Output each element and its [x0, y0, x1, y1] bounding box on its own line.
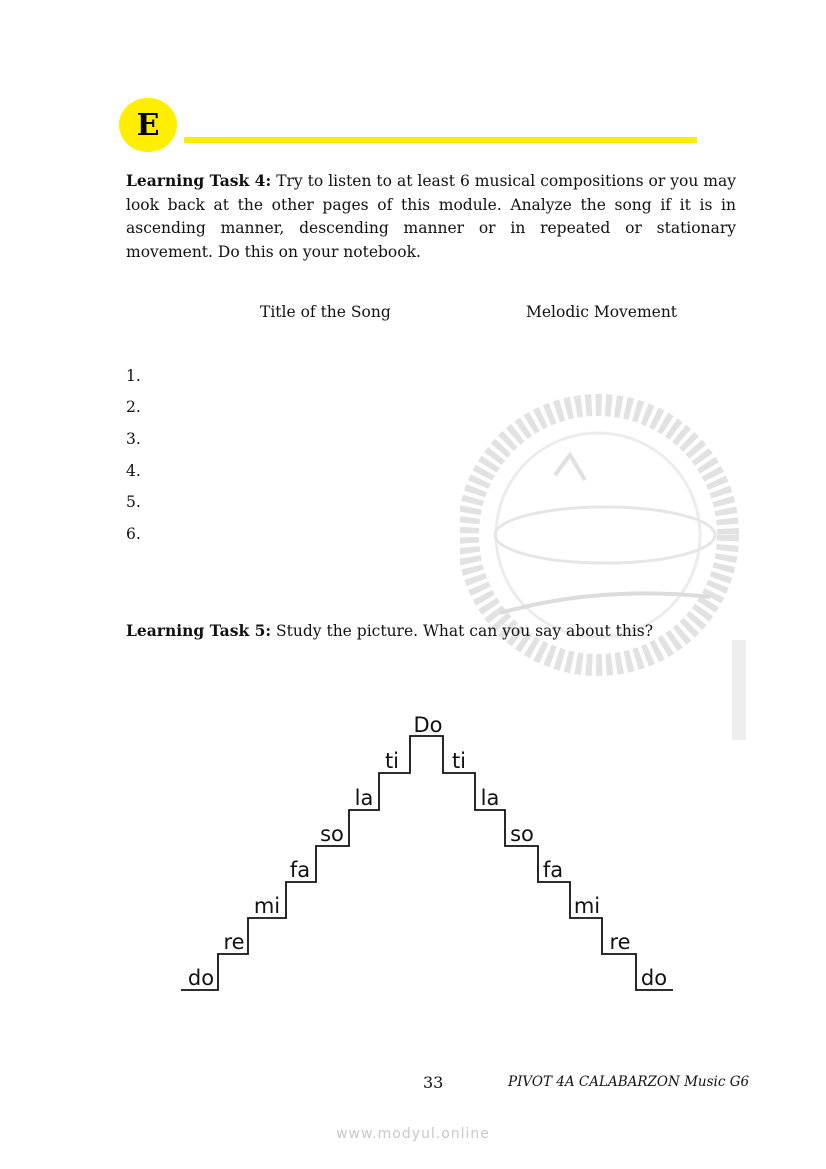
list-number: 1.	[126, 367, 141, 385]
list-number: 3.	[126, 430, 141, 448]
list-number: 6.	[126, 525, 141, 543]
footer-title: PIVOT 4A CALABARZON Music G6	[508, 1074, 750, 1090]
step-label-descending: re	[609, 930, 631, 954]
site-watermark: www.modyul.online	[336, 1126, 490, 1142]
step-label-descending: la	[480, 786, 500, 810]
list-number: 4.	[126, 462, 141, 480]
list-number: 2.	[126, 398, 141, 416]
step-label-ascending: la	[354, 786, 374, 810]
task4-label: Learning Task 4:	[126, 171, 272, 190]
task5-text: Study the picture. What can you say about this?	[276, 622, 654, 640]
task5-label: Learning Task 5:	[126, 621, 272, 640]
column-melodic-movement: Melodic Movement	[526, 303, 678, 321]
list-number: 5.	[126, 493, 141, 511]
step-label-descending: do	[640, 966, 668, 990]
step-label-ascending: mi	[253, 894, 281, 918]
step-label-descending: ti	[451, 749, 467, 773]
staircase-outline	[181, 736, 673, 990]
step-label-descending: fa	[542, 858, 564, 882]
step-label-peak: Do	[413, 713, 443, 737]
page-number: 33	[423, 1073, 444, 1092]
step-label-ascending: fa	[289, 858, 311, 882]
column-title-of-song: Title of the Song	[260, 303, 391, 321]
step-label-ascending: ti	[384, 749, 400, 773]
step-label-descending: mi	[573, 894, 601, 918]
step-label-ascending: re	[223, 930, 245, 954]
section-badge: E	[119, 98, 177, 152]
step-label-ascending: so	[320, 822, 344, 846]
step-label-descending: so	[510, 822, 534, 846]
step-label-ascending: do	[187, 966, 215, 990]
task4-text: Try to listen to at least 6 musical compositions or you may look back at the other pages of this module. Analyze the song if it is in ascending manner, descending manner or in repeated or stationary movement. Do this on your notebook.	[126, 172, 736, 261]
